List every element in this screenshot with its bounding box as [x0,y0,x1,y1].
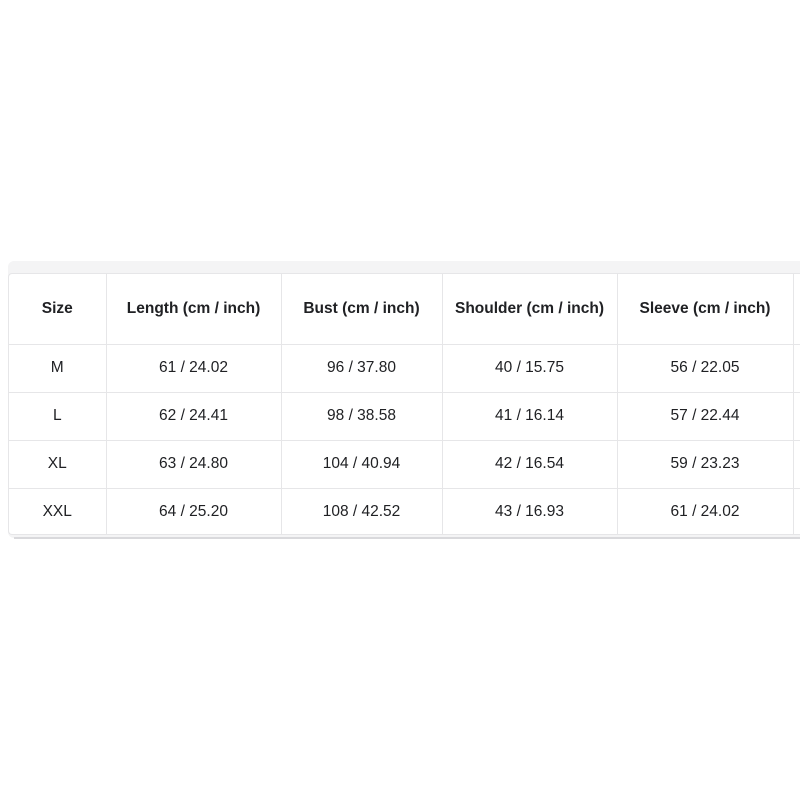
cell-shoulder: 40 / 15.75 [442,344,617,392]
table-row [9,344,800,392]
column-header-sleeve: Sleeve (cm / inch) [617,274,793,344]
table-row [9,440,800,488]
cell-size: XL [9,440,106,488]
cell-sleeve: 56 / 22.05 [617,344,793,392]
cell-length: 63 / 24.80 [106,440,281,488]
table-row [9,488,800,535]
cell-length: 62 / 24.41 [106,392,281,440]
table-row [9,392,800,440]
cell-length: 61 / 24.02 [106,344,281,392]
cell-bust: 108 / 42.52 [281,488,442,535]
horizontal-scrollbar-track[interactable] [14,537,800,539]
cell-cut-off [793,392,800,440]
cell-cut-off [793,344,800,392]
column-header-bust: Bust (cm / inch) [281,274,442,344]
cell-length: 64 / 25.20 [106,488,281,535]
column-header-length: Length (cm / inch) [106,274,281,344]
cell-size: L [9,392,106,440]
column-header-shoulder: Shoulder (cm / inch) [442,274,617,344]
cell-size: XXL [9,488,106,535]
column-header-size: Size [9,274,106,344]
column-header-cut-off [793,274,800,344]
cell-bust: 104 / 40.94 [281,440,442,488]
cell-sleeve: 61 / 24.02 [617,488,793,535]
cell-bust: 96 / 37.80 [281,344,442,392]
cell-shoulder: 41 / 16.14 [442,392,617,440]
size-chart-table [9,274,800,535]
cell-cut-off [793,488,800,535]
size-chart-table-container[interactable] [8,273,800,535]
cell-shoulder: 42 / 16.54 [442,440,617,488]
cell-shoulder: 43 / 16.93 [442,488,617,535]
cell-size: M [9,344,106,392]
cell-cut-off [793,440,800,488]
cell-sleeve: 59 / 23.23 [617,440,793,488]
cell-bust: 98 / 38.58 [281,392,442,440]
cell-sleeve: 57 / 22.44 [617,392,793,440]
table-header-row [9,274,800,344]
